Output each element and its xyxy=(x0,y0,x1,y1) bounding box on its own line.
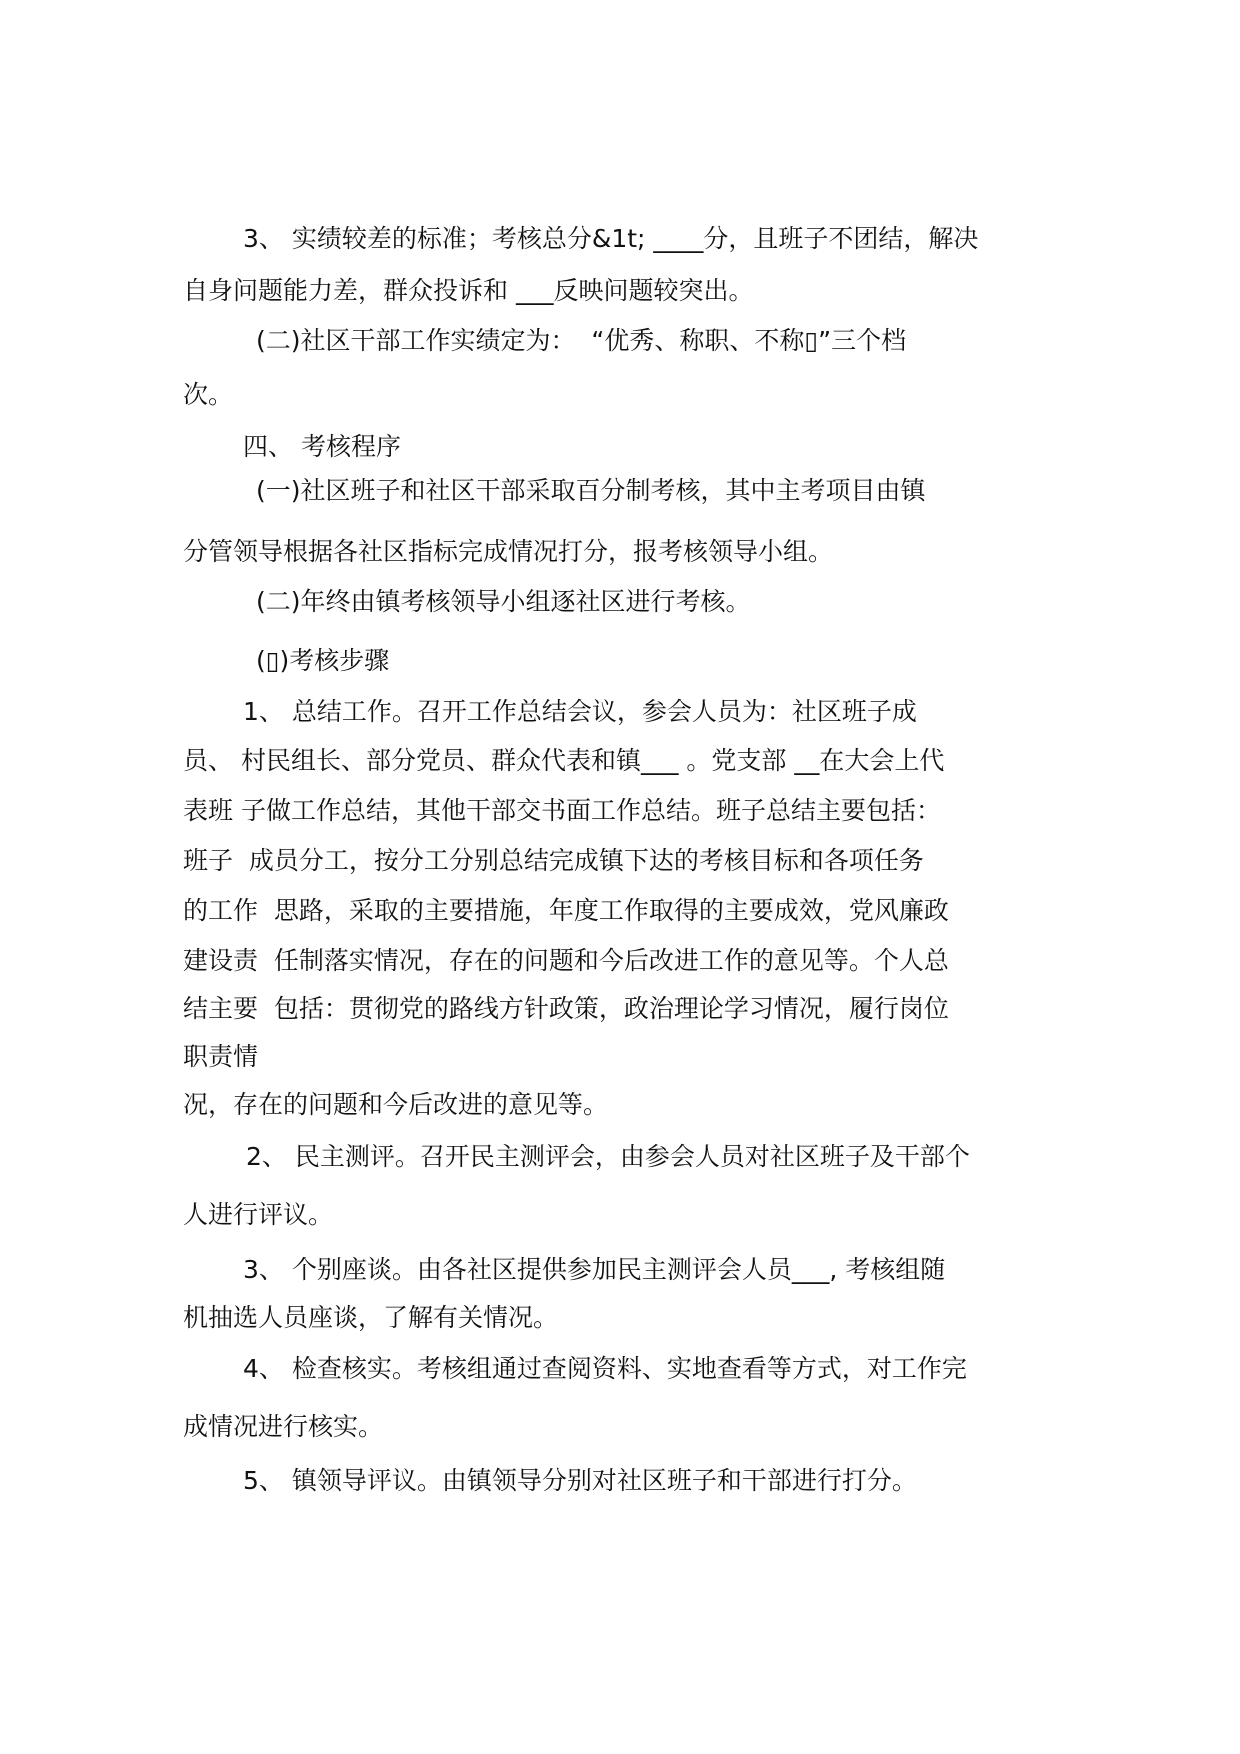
text-line: 5、 镇领导评议。由镇领导分别对社区班子和干部进行打分。 xyxy=(243,1466,917,1495)
text-line: 自身问题能力差，群众投诉和 ___反映问题较突出。 xyxy=(183,276,754,305)
text-line: 1、 总结工作。召开工作总结会议，参会人员为：社区班子成 xyxy=(243,697,917,726)
text-line: 3、 个别座谈。由各社区提供参加民主测评会人员___, 考核组随 xyxy=(243,1255,946,1284)
text-line: 人进行评议。 xyxy=(183,1200,334,1229)
text-line: (二)年终由镇考核领导小组逐社区进行考核。 xyxy=(256,587,751,616)
subsection-heading: (▯)考核步骤 xyxy=(256,646,390,675)
text-line: 员、 村民组长、部分党员、群众代表和镇___ 。党支部 __在大会上代 xyxy=(183,746,945,775)
text-line: 机抽选人员座谈，了解有关情况。 xyxy=(183,1303,559,1332)
text-line: 分管领导根据各社区指标完成情况打分，报考核领导小组。 xyxy=(183,537,834,566)
text-line: (一)社区班子和社区干部采取百分制考核，其中主考项目由镇 xyxy=(256,476,926,505)
text-line: 次。 xyxy=(183,380,234,409)
text-line: 成情况进行核实。 xyxy=(183,1412,384,1441)
text-line: (二)社区干部工作实绩定为： “优秀、称职、不称▯”三个档 xyxy=(256,326,907,355)
text-line: 2、 民主测评。召开民主测评会，由参会人员对社区班子及干部个 xyxy=(246,1142,970,1171)
text-line: 建设责 任制落实情况，存在的问题和今后改进工作的意见等。个人总 xyxy=(183,946,949,975)
section-heading: 四、 考核程序 xyxy=(243,432,401,461)
text-line: 4、 检查核实。考核组通过查阅资料、实地查看等方式，对工作完 xyxy=(243,1354,967,1383)
text-line: 的工作 思路，采取的主要措施，年度工作取得的主要成效，党风廉政 xyxy=(183,896,949,925)
text-line: 表班 子做工作总结，其他干部交书面工作总结。班子总结主要包括： xyxy=(183,796,941,825)
text-line: 况，存在的问题和今后改进的意见等。 xyxy=(183,1090,609,1119)
text-line: 结主要 包括：贯彻党的路线方针政策，政治理论学习情况，履行岗位 xyxy=(183,994,949,1023)
text-line: 职责情 xyxy=(183,1042,259,1071)
text-line: 3、 实绩较差的标准；考核总分&1t; ____分，且班子不团结，解决 xyxy=(243,224,979,253)
text-line: 班子 成员分工，按分工分别总结完成镇下达的考核目标和各项任务 xyxy=(183,846,924,875)
